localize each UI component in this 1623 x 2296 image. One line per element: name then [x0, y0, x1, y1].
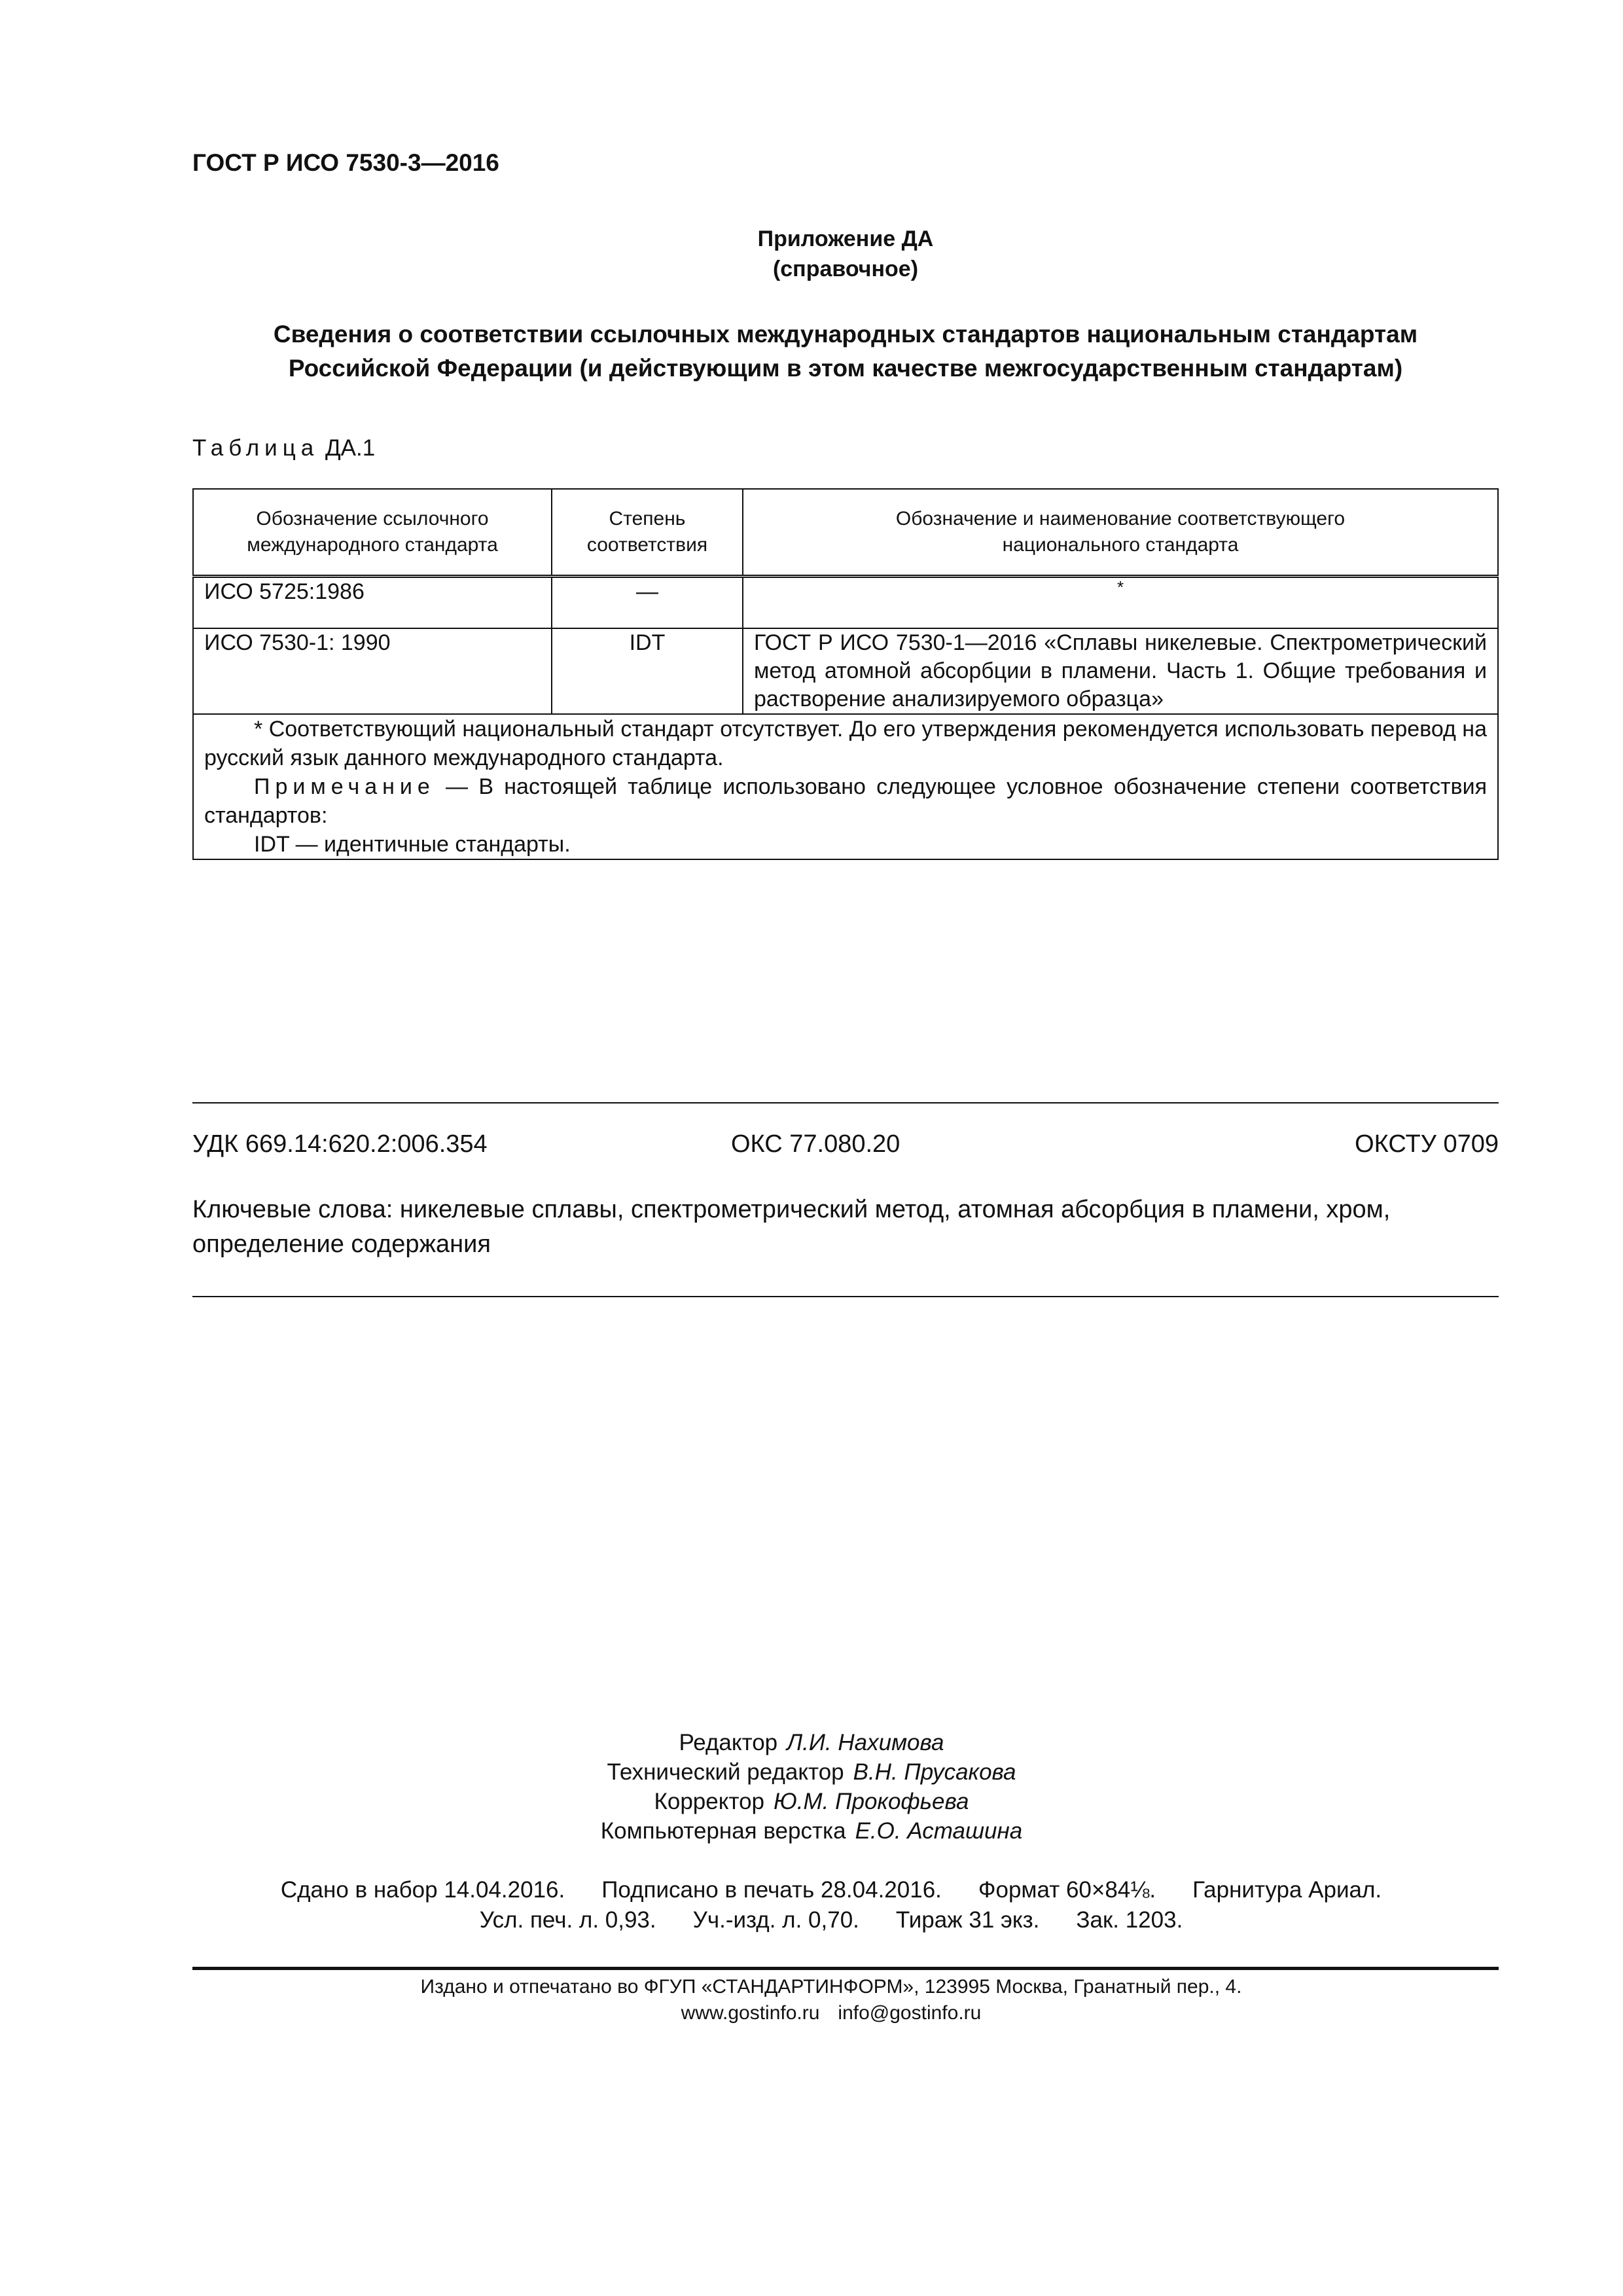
note-text: — В настоящей таблице использовано следующее условное обозначение степени соответствия стандартов:: [204, 774, 1487, 828]
print-info-line-2: [0, 1905, 1623, 1935]
print-info-line-1: [0, 1875, 1623, 1905]
appendix-title: Приложение ДА: [757, 226, 934, 251]
annex-title-line-1: Сведения о соответствии ссылочных международных стандартов национальным стандартам: [273, 321, 1418, 348]
header-line: Обозначение ссылочного: [256, 508, 489, 529]
publisher-info: [0, 1974, 1623, 2026]
editor-role: Корректор: [654, 1789, 765, 1814]
cell-national: *: [743, 577, 1498, 629]
document-code: ГОСТ Р ИСО 7530-3—2016: [192, 149, 499, 176]
table-label-number: ДА.1: [325, 435, 376, 461]
note-item: IDT — идентичные стандарты.: [254, 832, 571, 857]
editor-name: Е.О. Асташина: [855, 1818, 1023, 1844]
print-sheets: Усл. печ. л. 0,93.: [479, 1907, 656, 1933]
cell-reference: ИСО 5725:1986: [193, 577, 552, 629]
editor-name: Л.И. Нахимова: [787, 1730, 944, 1755]
editor-role: Технический редактор: [607, 1759, 844, 1785]
print-submitted: Сдано в набор 14.04.2016.: [280, 1877, 565, 1903]
table-row: [193, 628, 1498, 714]
editor-role: Редактор: [679, 1730, 778, 1755]
divider-publisher: [192, 1967, 1499, 1970]
annex-title-line-2: Российской Федерации (и действующим в этом качестве межгосударственным стандартам): [288, 355, 1403, 382]
publisher-contacts: [0, 2000, 1623, 2026]
cell-degree: IDT: [552, 628, 743, 714]
udk-code: УДК 669.14:620.2:006.354: [192, 1130, 488, 1158]
cell-national: ГОСТ Р ИСО 7530-1—2016 «Сплавы никелевые. Спектрометрический метод атомной абсорбции в пламени. Часть 1. Общие требования и растворение анализируемого образца»: [743, 628, 1498, 714]
editor-line: [0, 1757, 1623, 1787]
editor-line: [0, 1816, 1623, 1846]
oks-code: ОКС 77.080.20: [731, 1130, 901, 1158]
appendix-status: (справочное): [772, 257, 919, 281]
print-typeface: Гарнитура Ариал.: [1192, 1877, 1382, 1903]
editorial-staff: [0, 1728, 1623, 1846]
divider-bottom: [192, 1296, 1499, 1297]
header-national-standard: [743, 489, 1498, 577]
editor-name: Ю.М. Прокофьева: [774, 1789, 969, 1814]
editor-line: [0, 1728, 1623, 1757]
table-footnote-cell: [193, 714, 1498, 859]
publisher-email[interactable]: info@gostinfo.ru: [838, 2002, 982, 2024]
header-reference-standard: [193, 489, 552, 577]
annex-title: [192, 317, 1499, 386]
publication-sheets: Уч.-изд. л. 0,70.: [692, 1907, 859, 1933]
print-signed: Подписано в печать 28.04.2016.: [601, 1877, 942, 1903]
cell-reference: ИСО 7530-1: 1990: [193, 628, 552, 714]
table-row: [193, 577, 1498, 629]
header-line: Обозначение и наименование соответствующего: [895, 508, 1346, 529]
header-line: международного стандарта: [247, 534, 498, 556]
print-format: Формат 60×84⅛.: [978, 1877, 1156, 1903]
table-footnote-row: [193, 714, 1498, 859]
table-label: [192, 435, 375, 461]
publisher-website[interactable]: www.gostinfo.ru: [681, 2002, 820, 2024]
table-header-row: [193, 489, 1498, 577]
header-line: Степень: [609, 508, 686, 529]
divider-top: [192, 1102, 1499, 1103]
appendix-heading: [192, 224, 1499, 284]
editor-name: В.Н. Прусакова: [853, 1759, 1016, 1785]
cell-degree: —: [552, 577, 743, 629]
standards-correspondence-table: [192, 488, 1499, 860]
header-line: национального стандарта: [1002, 534, 1239, 556]
print-run: Тираж 31 экз.: [895, 1907, 1040, 1933]
header-degree: [552, 489, 743, 577]
table-note: [204, 772, 1487, 830]
table-label-word: Таблица: [192, 435, 319, 461]
editor-line: [0, 1787, 1623, 1816]
print-info: [0, 1875, 1623, 1935]
keywords: Ключевые слова: никелевые сплавы, спектрометрический метод, атомная абсорбция в пламени, хром, определение содержания: [192, 1196, 1391, 1258]
publisher-line: Издано и отпечатано во ФГУП «СТАНДАРТИНФОРМ», 123995 Москва, Гранатный пер., 4.: [420, 1976, 1242, 1998]
editor-role: Компьютерная верстка: [600, 1818, 846, 1844]
okstu-code: ОКСТУ 0709: [1355, 1130, 1499, 1158]
note-label: Примечание: [254, 774, 435, 799]
header-line: соответствия: [586, 534, 708, 556]
print-order: Зак. 1203.: [1076, 1907, 1183, 1933]
table-footnote: * Соответствующий национальный стандарт отсутствует. До его утверждения рекомендуется использовать перевод на русский язык данного международного стандарта.: [204, 717, 1487, 770]
